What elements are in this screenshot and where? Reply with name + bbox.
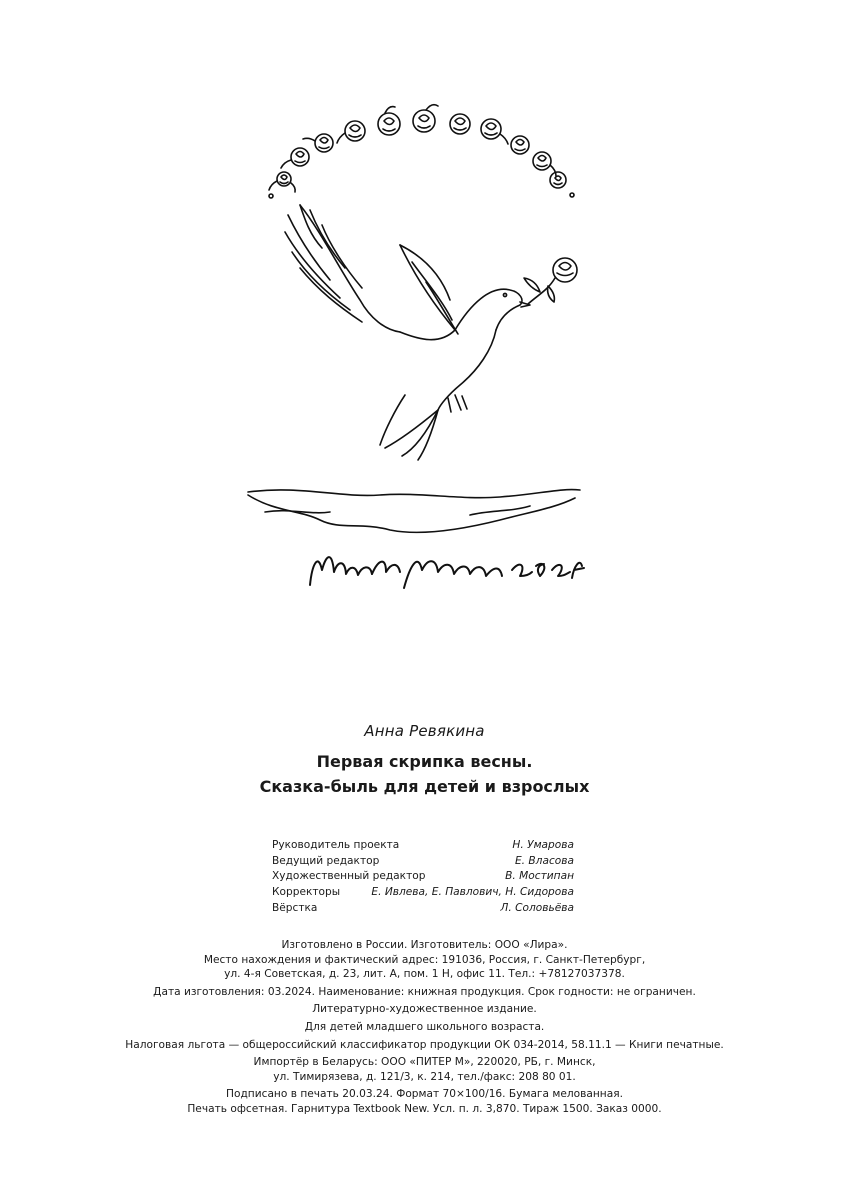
title-line-1: Первая скрипка весны.: [316, 752, 533, 771]
title-line-2: Сказка-быль для детей и взрослых: [259, 777, 590, 796]
rose-icon: [281, 148, 309, 168]
credit-row: [272, 885, 574, 901]
credit-row: [272, 869, 574, 885]
rose-icon: [511, 136, 529, 154]
imprint-importer-line: ул. Тимирязева, д. 121/3, к. 214, тел./факс: 208 80 01.: [273, 1070, 576, 1083]
rose-garland: [269, 105, 574, 198]
credit-role: Корректоры: [272, 886, 341, 899]
credit-name: Е. Ивлева, Е. Павлович, Н. Сидорова: [371, 886, 574, 899]
imprint-maker-line: Изготовлено в России. Изготовитель: ООО «Лира».: [281, 939, 568, 951]
imprint-importer-line: Импортёр в Беларусь: ООО «ПИТЕР М», 220020, РБ, г. Минск,: [253, 1056, 596, 1069]
imprint-tax-line: Налоговая льгота — общероссийский классификатор продукции ОК 034-2014, 58.11.1 — Книги печатные.: [125, 1038, 724, 1051]
credit-role: Вёрстка: [272, 901, 318, 914]
rose-icon: [413, 105, 438, 132]
dove-icon: [285, 205, 577, 460]
credit-role: Художественный редактор: [272, 870, 426, 883]
credit-name: Л. Соловьёва: [500, 901, 574, 914]
rose-icon: [269, 172, 295, 192]
credit-row: [272, 838, 574, 854]
credits-block: [272, 838, 574, 917]
rose-icon: [450, 114, 470, 134]
rose-icon: [533, 152, 556, 176]
imprint-print-line: Печать офсетная. Гарнитура Textbook New. Усл. п. л. 3,870. Тираж 1500. Заказ 0000.: [187, 1102, 662, 1115]
rose-icon: [378, 107, 400, 135]
imprint-print-line: Подписано в печать 20.03.24. Формат 70×100/16. Бумага мелованная.: [226, 1088, 623, 1101]
author-name: Анна Ревякина: [364, 722, 485, 740]
imprint-genre-line: Литературно-художественное издание.: [312, 1003, 537, 1016]
credit-row: [272, 901, 574, 917]
artist-signature: [310, 557, 584, 588]
credit-name: Н. Умарова: [512, 839, 574, 851]
rose-icon: [550, 172, 566, 188]
cloud-lines: [248, 490, 580, 533]
imprint-block: [0, 938, 849, 1117]
imprint-maker-line: Место нахождения и фактический адрес: 191036, Россия, г. Санкт-Петербург,: [203, 953, 646, 966]
credit-row: [272, 854, 574, 870]
credit-name: Е. Власова: [514, 854, 574, 867]
imprint-maker-line: ул. 4-я Советская, д. 23, лит. А, пом. 1 Н, офис 11. Тел.: +78127037378.: [224, 968, 625, 981]
rose-icon: [337, 121, 365, 143]
rose-icon: [481, 119, 508, 144]
credit-role: Руководитель проекта: [272, 839, 400, 851]
book-title: [0, 749, 849, 799]
credit-role: Ведущий редактор: [272, 854, 380, 867]
imprint-age-line: Для детей младшего школьного возраста.: [304, 1020, 545, 1033]
credit-name: В. Мостипан: [505, 870, 574, 883]
imprint-date-line: Дата изготовления: 03.2024. Наименование: книжная продукция. Срок годности: не ограничен.: [153, 985, 696, 998]
rose-icon: [303, 134, 333, 152]
